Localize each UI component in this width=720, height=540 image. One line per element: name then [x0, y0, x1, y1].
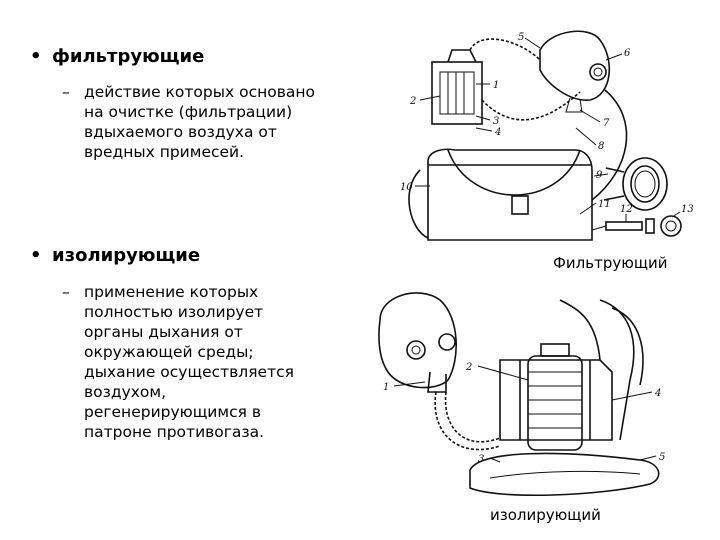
isolating-hose-2: [445, 392, 500, 442]
bullet-title: фильтрующие: [52, 46, 205, 67]
desc-line: применение которых: [84, 283, 259, 301]
isolating-body: [470, 300, 662, 495]
label-number: 5: [659, 452, 666, 463]
label-number: 6: [624, 48, 631, 59]
label-number: 11: [598, 199, 611, 210]
desc-line: полностью изолирует: [84, 303, 264, 321]
label-number: 4: [495, 127, 502, 138]
desc-line: регенерирующимся в: [84, 403, 261, 421]
dash-marker: –: [62, 83, 70, 101]
label-number: 8: [598, 141, 605, 152]
isolating-mask: [379, 293, 456, 392]
filter-caption: Фильтрующий: [553, 254, 668, 272]
label-number: 10: [400, 182, 413, 193]
label-number: 9: [596, 170, 603, 181]
label-number: 7: [603, 118, 610, 129]
desc-line: окружающей среды;: [84, 343, 254, 361]
label-number: 3: [493, 116, 500, 127]
desc-line: дыхание осуществляется: [84, 363, 294, 381]
desc-line: воздухом,: [84, 383, 167, 401]
label-number: 13: [681, 204, 694, 215]
desc-line: органы дыхания от: [84, 323, 243, 341]
isolating-caption: изолирующий: [490, 506, 601, 524]
desc-line: действие которых основано: [84, 83, 315, 101]
dash-marker: –: [62, 283, 70, 301]
desc-line: на очистке (фильтрации): [84, 103, 293, 121]
label-number: 3: [478, 454, 485, 465]
label-number: 2: [466, 362, 473, 373]
label-number: 1: [493, 80, 500, 91]
desc-line: вдыхаемого воздуха от: [84, 123, 277, 141]
isolating-hose: [435, 392, 500, 450]
desc-line: патроне противогаза.: [84, 423, 265, 441]
bullet-marker: •: [30, 245, 42, 266]
bullet-title: изолирующие: [52, 245, 201, 266]
label-number: 1: [383, 382, 390, 393]
isolating-leader-lines: [394, 366, 656, 462]
label-number: 5: [518, 32, 525, 43]
label-number: 2: [410, 96, 417, 107]
bullet-marker: •: [30, 46, 42, 67]
label-number: 12: [620, 204, 633, 215]
label-number: 4: [655, 388, 662, 399]
desc-line: вредных примесей.: [84, 143, 245, 161]
